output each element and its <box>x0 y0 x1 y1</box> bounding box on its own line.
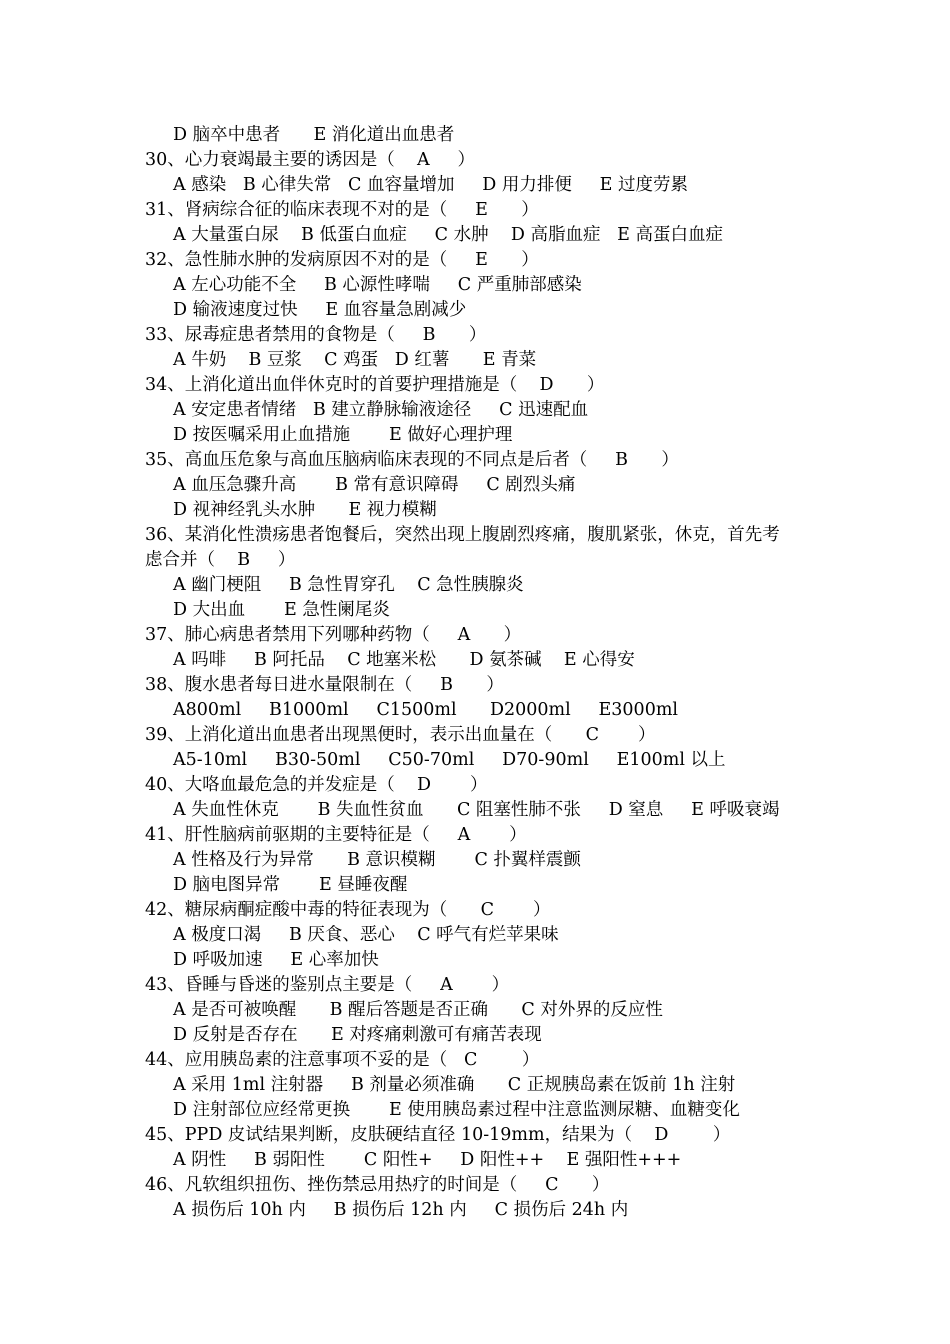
option-line: D 反射是否存在 E 对疼痛刺激可有痛苦表现 <box>173 1025 542 1045</box>
option-line: D 视神经乳头水肿 E 视力模糊 <box>173 500 437 520</box>
question-line: 36、某消化性溃疡患者饱餐后，突然出现上腹剧烈疼痛，腹肌紧张，休克，首先考 <box>145 525 780 545</box>
option-line: A 吗啡 B 阿托品 C 地塞米松 D 氨茶碱 E 心得安 <box>173 650 635 670</box>
option-line: D 大出血 E 急性阑尾炎 <box>173 600 390 620</box>
question-line: 45、PPD 皮试结果判断，皮肤硬结直径 10-19mm，结果为（ D ） <box>145 1125 731 1145</box>
option-line: D 按医嘱采用止血措施 E 做好心理护理 <box>173 425 513 445</box>
question-line: 37、肺心病患者禁用下列哪种药物（ A ） <box>145 625 522 645</box>
question-line: 42、糖尿病酮症酸中毒的特征表现为（ C ） <box>145 900 551 920</box>
option-line: D 脑电图异常 E 昼睡夜醒 <box>173 875 408 895</box>
question-line: 34、上消化道出血伴休克时的首要护理措施是（ D ） <box>145 375 605 395</box>
question-line: 35、高血压危象与高血压脑病临床表现的不同点是后者（ B ） <box>145 450 679 470</box>
option-line: A5-10ml B30-50ml C50-70ml D70-90ml E100ml 以上 <box>173 750 726 770</box>
option-line: A 大量蛋白尿 B 低蛋白血症 C 水肿 D 高脂血症 E 高蛋白血症 <box>173 225 724 245</box>
question-line: 43、昏睡与昏迷的鉴别点主要是（ A ） <box>145 975 510 995</box>
question-line: 41、肝性脑病前驱期的主要特征是（ A ） <box>145 825 527 845</box>
question-line: 31、肾病综合征的临床表现不对的是（ E ） <box>145 200 539 220</box>
option-line: A 血压急骤升高 B 常有意识障碍 C 剧烈头痛 <box>173 475 576 495</box>
option-line: D 输液速度过快 E 血容量急剧减少 <box>173 300 467 320</box>
question-line: 46、凡软组织扭伤、挫伤禁忌用热疗的时间是（ C ） <box>145 1175 610 1195</box>
option-line: A800ml B1000ml C1500ml D2000ml E3000ml <box>173 700 679 720</box>
option-line: A 极度口渴 B 厌食、恶心 C 呼气有烂苹果味 <box>173 925 559 945</box>
question-line: 44、应用胰岛素的注意事项不妥的是（ C ） <box>145 1050 540 1070</box>
question-line: 30、心力衰竭最主要的诱因是（ A ） <box>145 150 475 170</box>
question-line: 39、上消化道出血患者出现黑便时，表示出血量在（ C ） <box>145 725 656 745</box>
option-line: D 脑卒中患者 E 消化道出血患者 <box>173 125 455 145</box>
question-line: 38、腹水患者每日进水量限制在（ B ） <box>145 675 504 695</box>
option-line: A 损伤后 10h 内 B 损伤后 12h 内 C 损伤后 24h 内 <box>173 1200 629 1220</box>
question-line: 32、急性肺水肿的发病原因不对的是（ E ） <box>145 250 539 270</box>
question-line: 40、大咯血最危急的并发症是（ D ） <box>145 775 488 795</box>
option-line: A 失血性休克 B 失血性贫血 C 阻塞性肺不张 D 窒息 E 呼吸衰竭 <box>173 800 780 820</box>
option-line: A 采用 1ml 注射器 B 剂量必须准确 C 正规胰岛素在饭前 1h 注射 <box>173 1075 736 1095</box>
question-line-continued: 虑合并（ B ） <box>145 550 296 570</box>
option-line: A 左心功能不全 B 心源性哮喘 C 严重肺部感染 <box>173 275 582 295</box>
question-line: 33、尿毒症患者禁用的食物是（ B ） <box>145 325 487 345</box>
option-line: A 牛奶 B 豆浆 C 鸡蛋 D 红薯 E 青菜 <box>173 350 537 370</box>
option-line: A 感染 B 心律失常 C 血容量增加 D 用力排便 E 过度劳累 <box>173 175 689 195</box>
option-line: A 阴性 B 弱阳性 C 阳性+ D 阳性++ E 强阳性+++ <box>173 1150 682 1170</box>
option-line: D 注射部位应经常更换 E 使用胰岛素过程中注意监测尿糖、血糖变化 <box>173 1100 740 1120</box>
option-line: A 是否可被唤醒 B 醒后答题是否正确 C 对外界的反应性 <box>173 1000 663 1020</box>
option-line: A 安定患者情绪 B 建立静脉输液途径 C 迅速配血 <box>173 400 589 420</box>
option-line: A 性格及行为异常 B 意识模糊 C 扑翼样震颤 <box>173 850 581 870</box>
option-line: D 呼吸加速 E 心率加快 <box>173 950 379 970</box>
option-line: A 幽门梗阻 B 急性胃穿孔 C 急性胰腺炎 <box>173 575 524 595</box>
